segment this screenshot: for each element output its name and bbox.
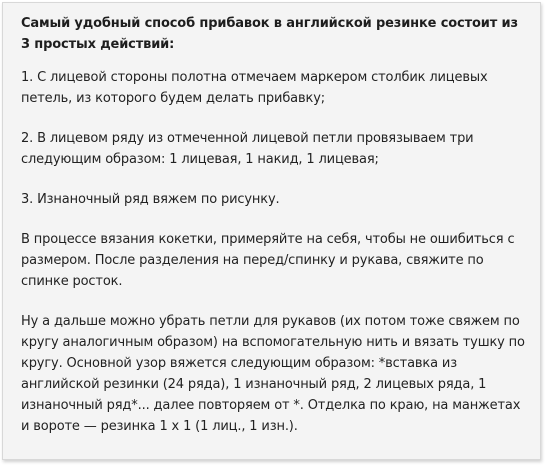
article-card <box>2 2 541 460</box>
yoke-fitting-paragraph: В процессе вязания кокетки, примеряйте на себя, чтобы не ошибиться с размером. После разделения на перед/спинку и рукава, свяжите по спинке росток. <box>21 232 515 289</box>
article-heading: Самый удобный способ прибавок в английской резинке состоит из 3 простых действий: <box>21 16 518 52</box>
step-1-paragraph: 1. С лицевой стороны полотна отмечаем маркером столбик лицевых петель, из которого будем делать прибавку; <box>21 70 488 106</box>
step-2-paragraph: 2. В лицевом ряду из отмеченной лицевой петли провязываем три следующим образом: 1 лицевая, 1 накид, 1 лицевая; <box>21 131 474 167</box>
step-3-paragraph: 3. Изнаночный ряд вяжем по рисунку. <box>21 192 280 207</box>
body-knitting-paragraph: Ну а дальше можно убрать петли для рукавов (их потом тоже свяжем по кругу аналогичным образом) на вспомогательную нить и вязать тушку по кругу. Основной узор вяжется следующим образом: *вставка из английской резинки (24 ряда), 1 изнаночный ряд, 2 лицевых ряда, 1 изнаночный ряд*... далее повторяем от *. Отделка по краю, на манжетах и вороте — резинка 1 х 1 (1 лиц., 1 изн.). <box>21 314 525 434</box>
